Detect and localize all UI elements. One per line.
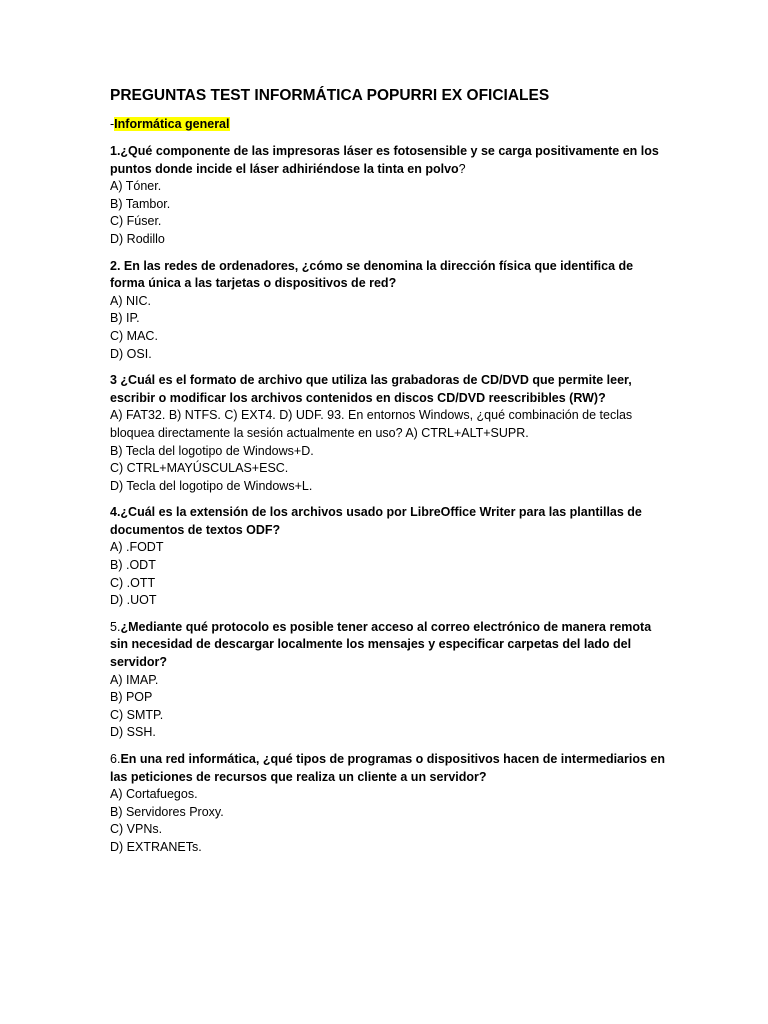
answer-option: B) Tambor. (110, 196, 171, 211)
answer-option: C) SMTP. (110, 707, 164, 722)
question-text (110, 258, 670, 293)
answer-option: D) .UOT (110, 593, 157, 608)
answer-option: B) .ODT (110, 558, 156, 573)
question-list (110, 143, 670, 857)
answer-option: B) Servidores Proxy. (110, 804, 224, 819)
question-body: 4.¿Cuál es la extensión de los archivos usado por LibreOffice Writer para las plantillas de documentos de textos ODF? (110, 505, 642, 537)
question-text (110, 372, 670, 407)
answer-option: A) FAT32. B) NTFS. C) EXT4. D) UDF. 93. En entornos Windows, ¿qué combinación de teclas bloquea directamente la sesión actualmente en uso? A) CTRL+ALT+SUPR. (110, 408, 633, 440)
section-label-highlighted: Informática general (114, 117, 230, 131)
answer-option: C) MAC. (110, 328, 158, 343)
question-body: ¿Mediante qué protocolo es posible tener acceso al correo electrónico de manera remota sin necesidad de descargar localmente los mensajes y especificar carpetas del lado del servidor? (110, 619, 652, 670)
answer-option: A) .FODT (110, 540, 164, 555)
question-block (110, 372, 670, 495)
question-body: 1.¿Qué componente de las impresoras láser es fotosensible y se carga positivamente en los puntos donde incide el láser adhiriéndose la tinta en polvo (110, 144, 659, 176)
answer-option: B) IP. (110, 311, 140, 326)
answer-option: D) Tecla del logotipo de Windows+L. (110, 478, 313, 493)
question-text (110, 751, 670, 786)
answer-option: D) SSH. (110, 725, 156, 740)
answer-option: A) Cortafuegos. (110, 787, 198, 802)
question-block (110, 258, 670, 364)
question-body: En una red informática, ¿qué tipos de programas o dispositivos hacen de intermediarios en las peticiones de recursos que realiza un cliente a un servidor? (110, 752, 665, 784)
answer-option: B) Tecla del logotipo de Windows+D. (110, 443, 314, 458)
question-text (110, 619, 670, 672)
question-number: 6. (110, 752, 121, 766)
answer-option: B) POP (110, 690, 153, 705)
answer-option: C) Fúser. (110, 214, 162, 229)
answer-option: C) VPNs. (110, 822, 163, 837)
question-block (110, 751, 670, 857)
answer-option: A) NIC. (110, 293, 151, 308)
question-tail: ? (458, 161, 466, 176)
document-page (110, 86, 670, 866)
question-body: 2. En las redes de ordenadores, ¿cómo se denomina la dirección física que identifica de forma única a las tarjetas o dispositivos de red? (110, 258, 634, 291)
answer-option: A) IMAP. (110, 672, 159, 687)
question-text (110, 143, 670, 178)
section-heading (110, 116, 670, 133)
question-number: 5. (110, 619, 121, 634)
answer-option: D) OSI. (110, 346, 152, 361)
question-text (110, 504, 670, 539)
question-block (110, 619, 670, 742)
answer-option: D) EXTRANETs. (110, 839, 202, 854)
question-block (110, 143, 670, 249)
document-title: PREGUNTAS TEST INFORMÁTICA POPURRI EX OFICIALES (110, 87, 550, 104)
answer-option: D) Rodillo (110, 231, 165, 246)
answer-option: C) CTRL+MAYÚSCULAS+ESC. (110, 461, 289, 476)
section-dash: - (110, 117, 115, 131)
answer-option: A) Tóner. (110, 179, 162, 194)
answer-option: C) .OTT (110, 575, 156, 590)
question-body: 3 ¿Cuál es el formato de archivo que utiliza las grabadoras de CD/DVD que permite leer, escribir o modificar los archivos contenidos en discos CD/DVD reescribibles (RW)? (110, 373, 632, 405)
question-block (110, 504, 670, 610)
